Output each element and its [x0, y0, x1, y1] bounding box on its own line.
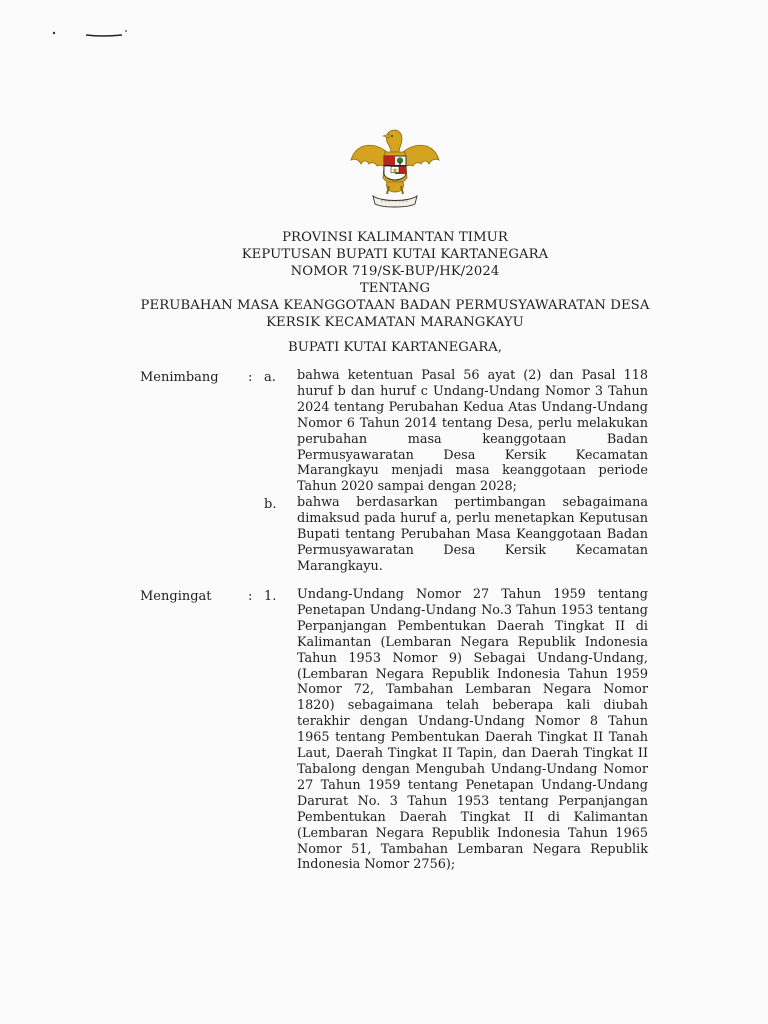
menimbang-label: Menimbang — [140, 370, 219, 385]
menimbang-item-text: bahwa ketentuan Pasal 56 ayat (2) dan Pasal 118 huruf b dan huruf c Undang-Undang Nomor 3 Tahun 2024 tentang Perubahan Kedua Atas Undang-Undang Nomor 6 Tahun 2014 tentang Desa, perlu melakukan perubahan masa keanggotaan Badan Permusyawaratan Desa Kersik Kecamatan Marangkayu menjadi masa keanggotaan periode Tahun 2020 sampai dengan 2028; — [297, 368, 648, 495]
mengingat-label: Mengingat — [140, 589, 212, 604]
pen-mark — [52, 28, 132, 40]
mengingat-item-marker: 1. — [264, 589, 277, 604]
official-title: BUPATI KUTAI KARTANEGARA, — [288, 340, 502, 355]
decree-title: KEPUTUSAN BUPATI KUTAI KARTANEGARA — [241, 247, 549, 262]
mengingat-colon: : — [248, 589, 253, 604]
menimbang-item-text: bahwa berdasarkan pertimbangan sebagaimana dimaksud pada huruf a, perlu menetapkan Keputusan Bupati tentang Perubahan Masa Keanggotaan Badan Permusyawaratan Desa Kersik Kecamatan Marangkayu. — [297, 495, 648, 574]
mengingat-item-text: Undang-Undang Nomor 27 Tahun 1959 tentang Penetapan Undang-Undang No.3 Tahun 1953 tentang Perpanjangan Pembentukan Daerah Tingkat II di Kalimantan (Lembaran Negara Republik Indonesia Tahun 1953 Nomor 9) Sebagai Undang-Undang, (Lembaran Negara Republik Indonesia Tahun 1959 Nomor 72, Tambahan Lembaran Negara Nomor 1820) sebagaimana telah beberapa kali diubah terakhir dengan Undang-Undang Nomor 8 Tahun 1965 tentang Pembentukan Daerah Tingkat II Tanah Laut, Daerah Tingkat II Tapin, dan Daerah Tingkat II Tabalong dengan Mengubah Undang-Undang Nomor 27 Tahun 1959 tentang Penetapan Undang-Undang Darurat No. 3 Tahun 1953 tentang Perpanjangan Pembentukan Daerah Tingkat II di Kalimantan (Lembaran Negara Republik Indonesia Tahun 1965 Nomor 51, Tambahan Lembaran Negara Republik Indonesia Nomor 2756); — [297, 587, 648, 873]
subject-line-2: KERSIK KECAMATAN MARANGKAYU — [266, 315, 524, 330]
document-header — [100, 229, 690, 331]
province-title: PROVINSI KALIMANTAN TIMUR — [282, 230, 508, 245]
subject-line-1: PERUBAHAN MASA KEANGGOTAAN BADAN PERMUSYAWARATAN DESA — [140, 298, 650, 313]
decree-number: NOMOR 719/SK-BUP/HK/2024 — [290, 264, 500, 279]
menimbang-item-marker: a. — [264, 370, 276, 385]
menimbang-colon: : — [248, 370, 253, 385]
menimbang-item-marker: b. — [264, 497, 277, 512]
about-label: TENTANG — [359, 281, 431, 296]
garuda-emblem-icon — [345, 122, 445, 214]
